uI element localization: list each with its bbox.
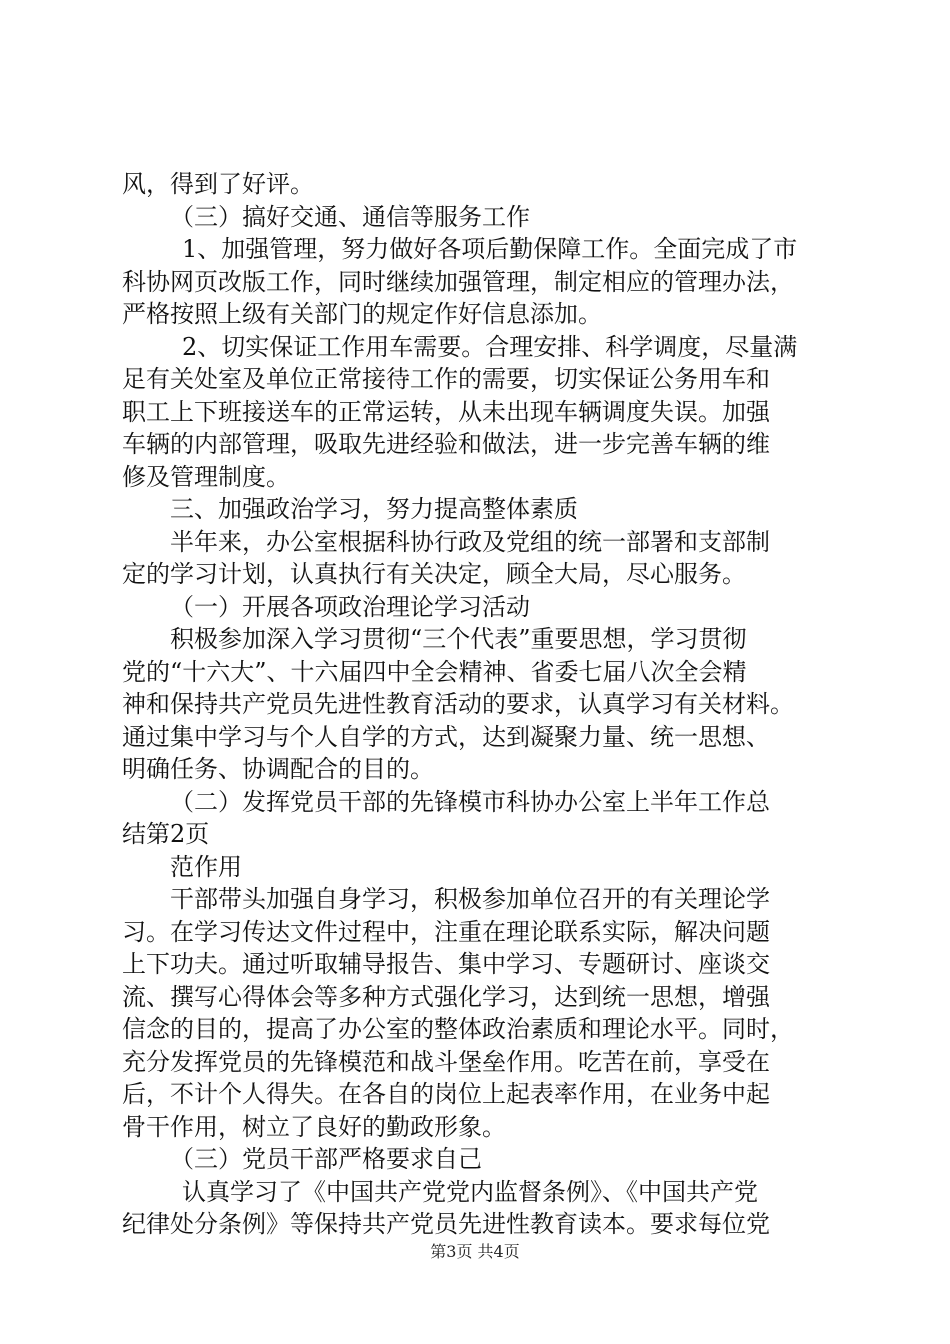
text-line: 认真学习了《中国共产党党内监督条例》、《中国共产党 bbox=[182, 1177, 758, 1206]
text-line: 修及管理制度。 bbox=[122, 462, 290, 491]
document-body bbox=[122, 168, 832, 1241]
text-line: 上下功夫。通过听取辅导报告、集中学习、专题研讨、座谈交 bbox=[122, 950, 770, 978]
page-footer bbox=[0, 1241, 950, 1263]
text-line: 科协网页改版工作，同时继续加强管理，制定相应的管理办法， bbox=[122, 267, 794, 296]
section-heading: 三、加强政治学习，努力提高整体素质 bbox=[170, 495, 578, 523]
section-heading: （一）开展各项政治理论学习活动 bbox=[170, 592, 530, 621]
text-line: 流、撰写心得体会等多种方式强化学习，达到统一思想，增强 bbox=[122, 982, 770, 1011]
text-line: 干部带头加强自身学习，积极参加单位召开的有关理论学 bbox=[170, 885, 770, 913]
text-line: 严格按照上级有关部门的规定作好信息添加。 bbox=[122, 300, 602, 328]
text-line: 骨干作用，树立了良好的勤政形象。 bbox=[122, 1112, 506, 1141]
text-line: 范作用 bbox=[170, 852, 242, 881]
text-line: 1、加强管理，努力做好各项后勤保障工作。全面完成了市 bbox=[182, 235, 798, 263]
text-line: 神和保持共产党员先进性教育活动的要求，认真学习有关材料。 bbox=[122, 690, 794, 718]
section-heading: （二）发挥党员干部的先锋模市科协办公室上半年工作总 bbox=[170, 787, 770, 816]
text-line: 风，得到了好评。 bbox=[122, 170, 314, 198]
text-line: 信念的目的，提高了办公室的整体政治素质和理论水平。同时， bbox=[122, 1015, 794, 1043]
text-line: 2、切实保证工作用车需要。合理安排、科学调度，尽量满 bbox=[182, 332, 798, 361]
page-number: 第3页 共4页 bbox=[430, 1242, 520, 1261]
text-line: 结第2页 bbox=[122, 820, 210, 848]
text-line: 足有关处室及单位正常接待工作的需要，切实保证公务用车和 bbox=[122, 365, 770, 393]
text-line: 纪律处分条例》等保持共产党员先进性教育读本。要求每位党 bbox=[122, 1210, 770, 1238]
text-line: 半年来，办公室根据科协行政及党组的统一部署和支部制 bbox=[170, 527, 770, 556]
text-line: 明确任务、协调配合的目的。 bbox=[122, 755, 434, 783]
text-line: 党的“十六大”、十六届四中全会精神、省委七届八次全会精 bbox=[122, 657, 747, 686]
text-line: 车辆的内部管理，吸取先进经验和做法，进一步完善车辆的维 bbox=[122, 430, 770, 458]
text-line: 定的学习计划，认真执行有关决定，顾全大局，尽心服务。 bbox=[122, 560, 746, 588]
text-line: 积极参加深入学习贯彻“三个代表”重要思想，学习贯彻 bbox=[170, 625, 747, 653]
section-heading: （三）党员干部严格要求自己 bbox=[170, 1145, 482, 1173]
text-line: 通过集中学习与个人自学的方式，达到凝聚力量、统一思想、 bbox=[122, 722, 770, 751]
text-line: 充分发挥党员的先锋模范和战斗堡垒作用。吃苦在前，享受在 bbox=[122, 1047, 770, 1076]
text-line: 职工上下班接送车的正常运转，从未出现车辆调度失误。加强 bbox=[122, 397, 770, 426]
text-line: 后，不计个人得失。在各自的岗位上起表率作用，在业务中起 bbox=[122, 1080, 770, 1108]
text-line: 习。在学习传达文件过程中，注重在理论联系实际，解决问题 bbox=[122, 917, 770, 946]
section-heading: （三）搞好交通、通信等服务工作 bbox=[170, 202, 530, 231]
